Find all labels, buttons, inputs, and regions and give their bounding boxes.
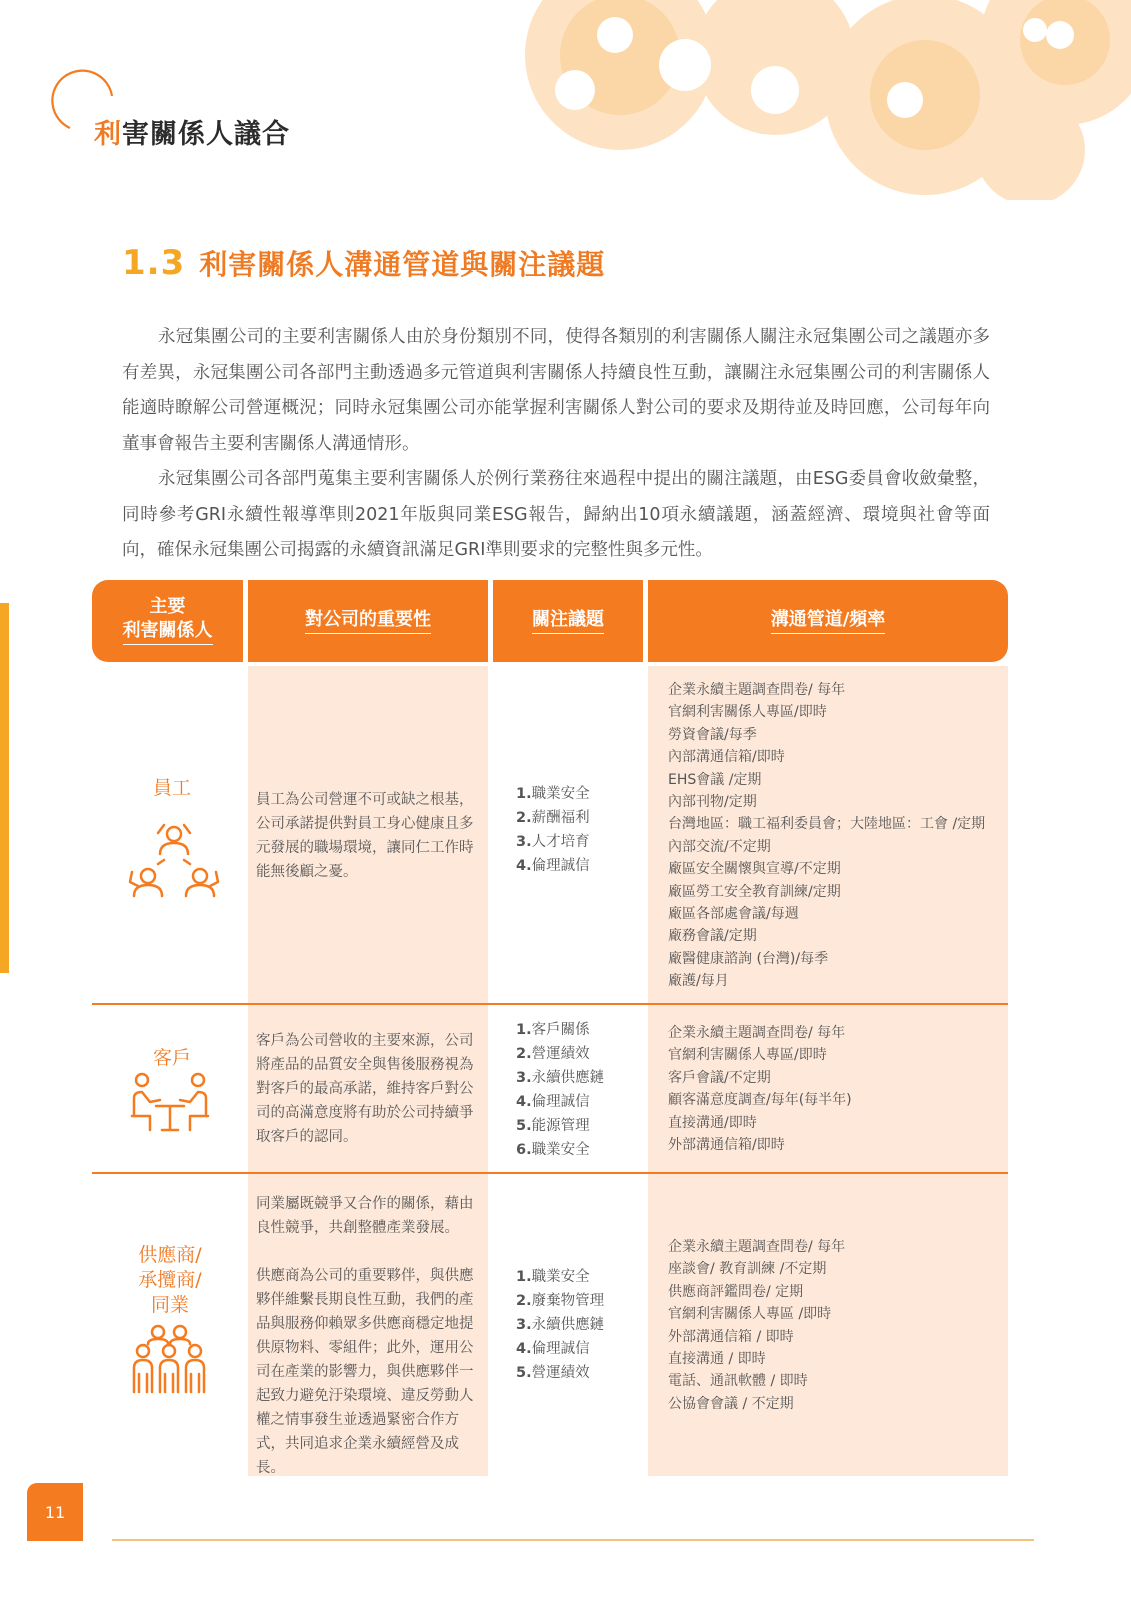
issue-item: 3.永續供應鏈: [516, 1317, 605, 1333]
channel-item: 台灣地區：職工福利委員會；大陸地區：工會 /定期: [668, 816, 986, 833]
issue-item: 3.人才培育: [516, 834, 590, 850]
customers-meeting-icon: [128, 1072, 212, 1134]
issue-item: 4.倫理誠信: [516, 1341, 590, 1357]
issue-item: 3.永續供應鏈: [516, 1070, 605, 1086]
header-issues: 關注議題: [493, 580, 643, 662]
channel-item: 官網利害關係人專區 /即時: [668, 1306, 832, 1323]
header-channels: 溝通管道/頻率: [648, 580, 1008, 662]
issue-item: 6.職業安全: [516, 1142, 590, 1158]
channels-customers: [668, 1022, 1003, 1156]
channel-item: 公協會會議 / 不定期: [668, 1395, 794, 1412]
stakeholder-name-employees: 員工: [152, 777, 191, 799]
channel-item: 顧客滿意度調查/每年(每半年): [668, 1092, 852, 1109]
importance-suppliers-paragraph-1: 同業屬既競爭又合作的關係，藉由良性競爭，共創整體產業發展。: [256, 1196, 474, 1236]
channel-item: 電話、通訊軟體 / 即時: [668, 1373, 808, 1390]
channel-item: 廠區勞工安全教育訓練/定期: [668, 883, 841, 900]
header-importance: 對公司的重要性: [248, 580, 488, 662]
importance-suppliers-paragraph-2: 供應商為公司的重要夥伴，與供應夥伴維繫長期良性互動，我們的產品與服務仰賴眾多供應商穩定地提供原物料、零組件；此外，運用公司在產業的影響力，與供應夥伴一起致力避免汙染環境、違反勞動人權之情事發生並透過緊密合作方式，共同追求企業永續經營及成長。: [256, 1268, 474, 1476]
channels-suppliers: [668, 1236, 1003, 1415]
channel-item: 客戶會議/不定期: [668, 1069, 771, 1086]
stakeholder-name-suppliers: 供應商/ 承攬商/ 同業: [138, 1244, 202, 1316]
section-name: 利害關係人議合: [94, 119, 290, 150]
page-number: 11: [27, 1483, 83, 1541]
channel-item: 供應商評鑑問卷/ 定期: [668, 1283, 804, 1300]
footer-divider: [112, 1539, 1034, 1541]
channel-item: 企業永續主題調查問卷/ 每年: [668, 1025, 846, 1041]
issue-item: 2.營運績效: [516, 1046, 590, 1062]
issue-item: 5.營運績效: [516, 1365, 590, 1381]
importance-customers: 客戶為公司營收的主要來源，公司將產品的品質安全與售後服務視為對客戶的最高承諾，維持客戶對公司的高滿意度將有助於公司持續爭取客戶的認同。: [256, 1033, 474, 1145]
channel-item: 座談會/ 教育訓練 /不定期: [668, 1261, 827, 1278]
channel-item: 內部刊物/定期: [668, 794, 757, 811]
decorative-gears-graphic: [505, 0, 1131, 200]
channel-item: 廠醫健康諮詢 (台灣)/每季: [668, 950, 829, 967]
channel-item: 廠護/每月: [668, 973, 729, 990]
intro-paragraph-2: 永冠集團公司各部門蒐集主要利害關係人於例行業務往來過程中提出的關注議題，由ESG委員會收斂彙整，同時參考GRI永續性報導準則2021年版與同業ESG報告，歸納出10項永續議題，涵蓋經濟、環境與社會等面向，確保永冠集團公司揭露的永續資訊滿足GRI準則要求的完整性與多元性。: [122, 469, 990, 560]
intro-paragraph-1: 永冠集團公司的主要利害關係人由於身份類別不同，使得各類別的利害關係人關注永冠集團公司之議題亦多有差異，永冠集團公司各部門主動透過多元管道與利害關係人持續良性互動，讓關注永冠集團公司的利害關係人能適時瞭解公司營運概況；同時永冠集團公司亦能掌握利害關係人對公司的要求及期待並及時回應，公司每年向董事會報告主要利害關係人溝通情形。: [122, 327, 990, 454]
channel-item: 外部溝通信箱 / 即時: [668, 1328, 794, 1345]
issue-item: 5.能源管理: [516, 1118, 590, 1134]
channel-item: 內部溝通信箱/即時: [668, 749, 785, 766]
page-heading: [122, 243, 605, 283]
employees-icon: [128, 820, 220, 902]
issue-item: 1.職業安全: [516, 1269, 590, 1285]
channel-item: 直接溝通/即時: [668, 1114, 757, 1131]
left-accent-strip: [0, 603, 9, 973]
channel-item: 內部交流/不定期: [668, 838, 771, 855]
channel-item: 外部溝通信箱/即時: [668, 1137, 785, 1154]
channels-employees: [668, 679, 1003, 993]
channel-item: 廠區安全關懷與宣導/不定期: [668, 861, 841, 878]
issues-customers: [516, 1018, 636, 1162]
issue-item: 4.倫理誠信: [516, 1094, 590, 1110]
header-stakeholder: 主要 利害關係人: [92, 580, 243, 662]
issue-item: 1.客戶關係: [516, 1022, 590, 1038]
channel-item: 廠務會議/定期: [668, 928, 757, 945]
issue-item: 1.職業安全: [516, 786, 590, 802]
issue-item: 4.倫理誠信: [516, 858, 590, 874]
channel-item: EHS會議 /定期: [668, 771, 762, 788]
suppliers-group-icon: [132, 1324, 206, 1396]
channel-item: 官網利害關係人專區/即時: [668, 704, 827, 721]
channel-item: 廠區各部處會議/每週: [668, 906, 799, 923]
heading-number: 1.3: [122, 243, 186, 283]
row-divider: [92, 1003, 1008, 1005]
channel-item: 官網利害關係人專區/即時: [668, 1047, 827, 1064]
row-divider: [92, 1172, 1008, 1174]
intro-text: [122, 320, 990, 569]
channel-item: 企業永續主題調查問卷/ 每年: [668, 682, 846, 698]
channel-item: 企業永續主題調查問卷/ 每年: [668, 1239, 846, 1255]
channel-item: 直接溝通 / 即時: [668, 1351, 766, 1368]
stakeholder-name-customers: 客戶: [152, 1047, 191, 1069]
issue-item: 2.薪酬福利: [516, 810, 590, 826]
issue-item: 2.廢棄物管理: [516, 1293, 605, 1309]
channel-item: 勞資會議/每季: [668, 726, 757, 743]
heading-title: 利害關係人溝通管道與關注議題: [199, 248, 606, 281]
importance-employees: 員工為公司營運不可或缺之根基，公司承諾提供對員工身心健康且多元發展的職場環境，讓同仁工作時能無後顧之憂。: [256, 792, 474, 880]
importance-suppliers: [256, 1192, 476, 1480]
issues-employees: [516, 782, 636, 878]
issues-suppliers: [516, 1265, 641, 1385]
